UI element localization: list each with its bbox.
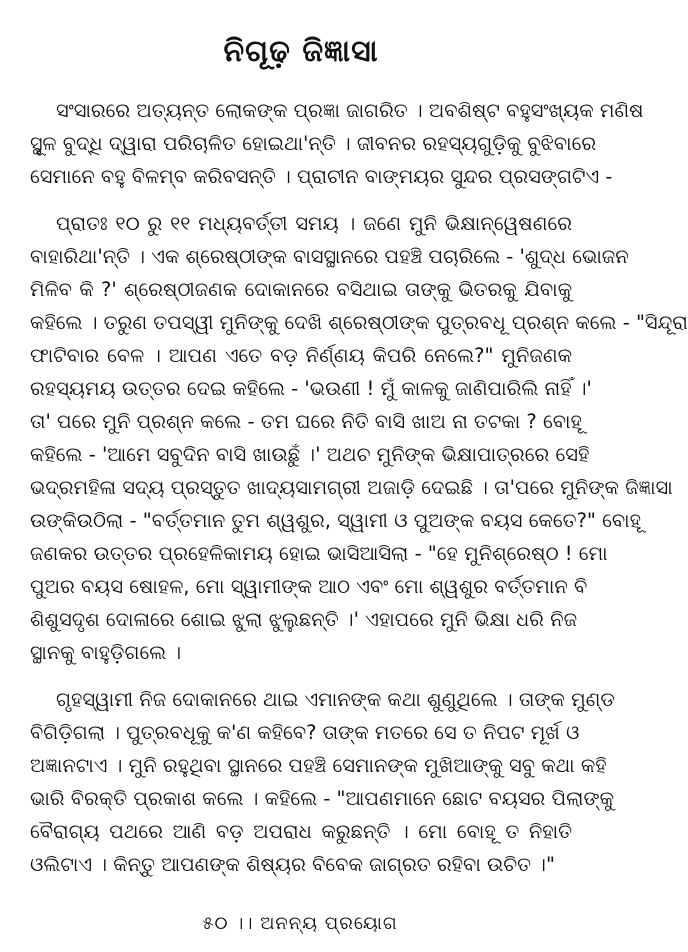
text-line: ପ୍ରାତଃ ୧୦ ରୁ ୧୧ ମଧ୍ୟବର୍ତ୍ତୀ ସମୟ । ଜଣେ ମୁନି ଭିକ୍ଷାନ୍ୱେଷଣରେ <box>56 212 572 235</box>
text-line: ସ୍ଥାନକୁ ବାହୁଡ଼ିଗଲେ । <box>30 641 182 664</box>
text-line: ସ୍ଥୂଳ ବୁଦ୍ଧି ଦ୍ୱାରା ପରିଚାଳିତ ହୋଇଥା'ନ୍ତି । ଜୀବନର ରହସ୍ୟଗୁଡ଼ିକୁ ବୁଝିବାରେ <box>30 132 597 155</box>
page-footer: ୫୦ ।। ଅନନ୍ୟ ପ୍ରୟୋଗ <box>202 913 398 934</box>
text-line: ଓଲିଟାଏ । କିନ୍ତୁ ଆପଣଙ୍କ ଶିଷ୍ୟର ବିବେକ ଜାଗ୍ରତ ରହିବା ଉଚିତ ।" <box>30 853 555 876</box>
text-line: ଅଜ୍ଞାନଟାଏ । ମୁନି ରହୁଥିବା ସ୍ଥାନରେ ପହଞ୍ଚି ସେମାନଙ୍କ ମୁଖିଆଙ୍କୁ ସବୁ କଥା କହି <box>30 754 607 777</box>
text-line: ବାହାରିଥା'ନ୍ତି । ଏକ ଶ୍ରେଷ୍ଠୀଙ୍କ ବାସସ୍ଥାନରେ ପହଞ୍ଚି ପଚାରିଲେ - 'ଶୁଦ୍ଧ ଭୋଜନ <box>30 245 629 268</box>
text-line: ଭଦ୍ରମହିଳା ସଦ୍ୟ ପ୍ରସ୍ତୁତ ଖାଦ୍ୟସାମଗ୍ରୀ ଅଜାଡ଼ି ଦେଇଛି । ତା'ପରେ ମୁନିଙ୍କ ଜିଜ୍ଞାସା <box>30 476 673 499</box>
text-line: ସଂସାରରେ ଅତ୍ୟନ୍ତ ଲୋକଙ୍କ ପ୍ରଜ୍ଞା ଜାଗରିତ । ଅବଶିଷ୍ଟ ବହୁସଂଖ୍ୟକ ମଣିଷ <box>56 99 644 122</box>
text-line: ଶିଶୁସଦୃଶ ଦୋଳାରେ ଶୋଇ ଝୁଲା ଝୁଲୁଛନ୍ତି ।' ଏହାପରେ ମୁନି ଭିକ୍ଷା ଧରି ନିଜ <box>30 608 578 631</box>
text-line: ଭାରି ବିରକ୍ତି ପ୍ରକାଶ କଲେ । କହିଲେ - "ଆପଣମାନେ ଛୋଟ ବୟସର ପିଲାଙ୍କୁ <box>30 787 614 810</box>
text-line: ଫାଟିବାର ବେଳ । ଆପଣ ଏତେ ବଡ଼ ନିର୍ଣ୍ଣୟ କିପରି ନେଲେ?" ମୁନିଜଣକ <box>30 344 572 367</box>
text-line: କହିଲେ । ତରୁଣ ତପସ୍ୱୀ ମୁନିଙ୍କୁ ଦେଖି ଶ୍ରେଷ୍ଠୀଙ୍କ ପୁତ୍ରବଧୂ ପ୍ରଶ୍ନ କଲେ - "ସିନ୍ଦୂରା <box>30 311 688 334</box>
paragraph-3 <box>30 683 615 881</box>
paragraph-2 <box>30 207 688 669</box>
text-line: ଉଙ୍କିଉଠିଲା - "ବର୍ତ୍ତମାନ ତୁମ ଶ୍ୱଶୁର, ସ୍ୱାମୀ ଓ ପୁଅଙ୍କ ବୟସ କେତେ?" ବୋହୂ <box>30 509 641 532</box>
text-line: ବିଗିଡ଼ିଗଲା । ପୁତ୍ରବଧୂକୁ କ'ଣ କହିବେ? ତାଙ୍କ ମତରେ ସେ ତ ନିପଟ ମୂର୍ଖ ଓ <box>30 721 580 744</box>
text-line: ତା' ପରେ ମୁନି ପ୍ରଶ୍ନ କଲେ - ତମ ଘରେ ନିତି ବାସି ଖାଅ ନା ତଟକା ? ବୋହୂ <box>30 410 582 433</box>
text-line: ଗୃହସ୍ୱାମୀ ନିଜ ଦୋକାନରେ ଥାଇ ଏମାନଙ୍କ କଥା ଶୁଣୁଥିଲେ । ତାଙ୍କ ମୁଣ୍ଡ <box>56 688 615 711</box>
text-line: ବୈରାଗ୍ୟ ପଥରେ ଆଣି ବଡ଼ ଅପରାଧ କରୁଛନ୍ତି । ମୋ ବୋହୂ ତ ନିହାତି <box>30 820 572 843</box>
text-line: ରହସ୍ୟମୟ ଉତ୍ତର ଦେଇ କହିଲେ - 'ଭଉଣୀ ! ମୁଁ କାଳକୁ ଜାଣିପାରିଲି ନାହିଁ ।' <box>30 377 592 400</box>
page-title: ନିଗୂଢ଼ ଜିଜ୍ଞାସା <box>223 34 379 69</box>
text-line: ସେମାନେ ବହୁ ବିଳମ୍ବ କରିବସନ୍ତି । ପ୍ରାଚୀନ ବାଙ୍ମୟର ସୁନ୍ଦର ପ୍ରସଙ୍ଗଟିଏ - <box>30 165 613 188</box>
text-line: ପୁଅର ବୟସ ଷୋହଳ, ମୋ ସ୍ୱାମୀଙ୍କ ଆଠ ଏବଂ ମୋ ଶ୍ୱଶୁର ବର୍ତ୍ତମାନ ବି <box>30 575 588 598</box>
text-line: ମିଳିବ କି ?' ଶ୍ରେଷ୍ଠୀଜଣକ ଦୋକାନରେ ବସିଥାଇ ତାଙ୍କୁ ଭିତରକୁ ଯିବାକୁ <box>30 278 572 301</box>
text-line: ଜଣକର ଉତ୍ତର ପ୍ରହେଳିକାମୟ ହୋଇ ଭାସିଆସିଲା - "ହେ ମୁନିଶ୍ରେଷ୍ଠ ! ମୋ <box>30 542 608 565</box>
text-line: କହିଲେ - 'ଆମେ ସବୁଦିନ ବାସି ଖାଉଛୁଁ ।' ଅଥଚ ମୁନିଙ୍କ ଭିକ୍ଷାପାତ୍ରରେ ସେହି <box>30 443 590 466</box>
paragraph-1 <box>30 94 644 193</box>
